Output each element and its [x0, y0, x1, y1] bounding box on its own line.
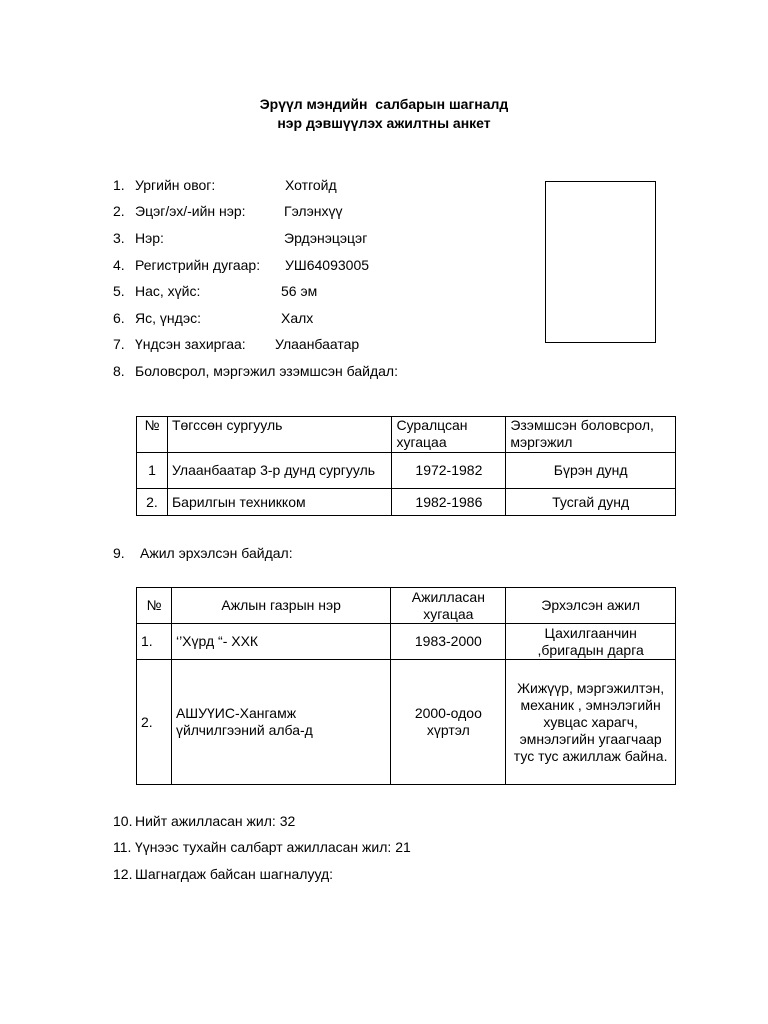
document-title [0, 95, 768, 133]
education-table [136, 416, 676, 516]
header-cell: № [137, 588, 172, 624]
header-cell: Суралцсан хугацаа [392, 417, 506, 453]
table-cell: Улаанбаатар 3-р дунд сургууль [167, 453, 391, 489]
table-cell: 2. [137, 660, 172, 785]
table-cell: 1. [137, 624, 172, 660]
table-row [137, 489, 676, 516]
work-table [136, 587, 676, 785]
header-cell: Ажлын газрын нэр [171, 588, 390, 624]
table-cell: Бүрэн дунд [506, 453, 676, 489]
header-cell: Төгссөн сургууль [167, 417, 391, 453]
title-line-1: Эрүүл мэндийн салбарын шагналд [259, 96, 509, 112]
table-cell: Цахилгаанчин ,бригадын дарга [506, 624, 676, 660]
table-header-row [137, 588, 676, 624]
table-cell: Тусгай дунд [506, 489, 676, 516]
table-cell: Жижүүр, мэргэжилтэн, механик , эмнэлэгийн хувцас харагч, эмнэлэгийн угаагчаар тус тус ажиллаж байна. [506, 660, 676, 785]
header-cell: Эзэмшсэн боловсрол, мэргэжил [506, 417, 676, 453]
photo-placeholder [545, 181, 656, 343]
table-header-row [137, 417, 676, 453]
table-row [137, 624, 676, 660]
table-cell: 1972-1982 [392, 453, 506, 489]
header-cell: Ажилласан хугацаа [391, 588, 506, 624]
title-line-2: нэр дэвшүүлэх ажилтны анкет [277, 115, 491, 131]
table-cell: 1983-2000 [391, 624, 506, 660]
table-cell: 2000-одоо хүртэл [391, 660, 506, 785]
table-row [137, 453, 676, 489]
table-cell: 2. [137, 489, 168, 516]
table-cell: 1982-1986 [392, 489, 506, 516]
table-cell: 1 [137, 453, 168, 489]
table-cell: ‘’Хүрд “- ХХК [171, 624, 390, 660]
header-cell: № [137, 417, 168, 453]
header-cell: Эрхэлсэн ажил [506, 588, 676, 624]
table-row [137, 660, 676, 785]
table-cell: Барилгын техникком [167, 489, 391, 516]
table-cell: АШУҮИС-Хангамж үйлчилгээний алба-д [171, 660, 390, 785]
